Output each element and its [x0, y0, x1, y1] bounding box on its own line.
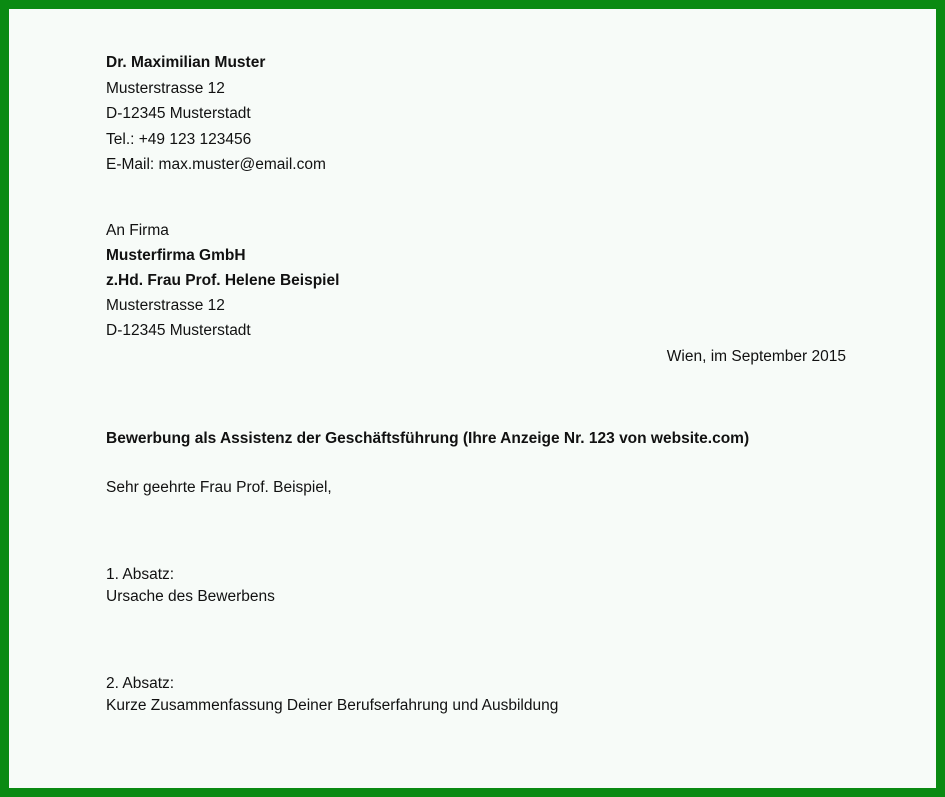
sender-city: D-12345 Musterstadt — [106, 105, 251, 122]
recipient-company: Musterfirma GmbH — [106, 247, 246, 264]
salutation: Sehr geehrte Frau Prof. Beispiel, — [106, 479, 332, 496]
recipient-city: D-12345 Musterstadt — [106, 322, 251, 339]
recipient-prefix: An Firma — [106, 222, 169, 239]
recipient-attention: z.Hd. Frau Prof. Helene Beispiel — [106, 272, 340, 289]
paragraph-2-heading: 2. Absatz: — [106, 675, 175, 692]
recipient-street: Musterstrasse 12 — [106, 297, 225, 314]
sender-email: E-Mail: max.muster@email.com — [106, 156, 326, 173]
date-line: Wien, im September 2015 — [666, 348, 846, 365]
sender-street: Musterstrasse 12 — [106, 80, 225, 97]
paragraph-1-text: Ursache des Bewerbens — [106, 588, 275, 605]
paragraph-2-text: Kurze Zusammenfassung Deiner Berufserfahrung und Ausbildung — [106, 697, 559, 714]
sender-phone: Tel.: +49 123 123456 — [106, 131, 252, 148]
sender-name: Dr. Maximilian Muster — [106, 54, 266, 71]
paragraph-1-heading: 1. Absatz: — [106, 566, 175, 583]
subject-line: Bewerbung als Assistenz der Geschäftsführung (Ihre Anzeige Nr. 123 von website.com) — [106, 430, 750, 447]
